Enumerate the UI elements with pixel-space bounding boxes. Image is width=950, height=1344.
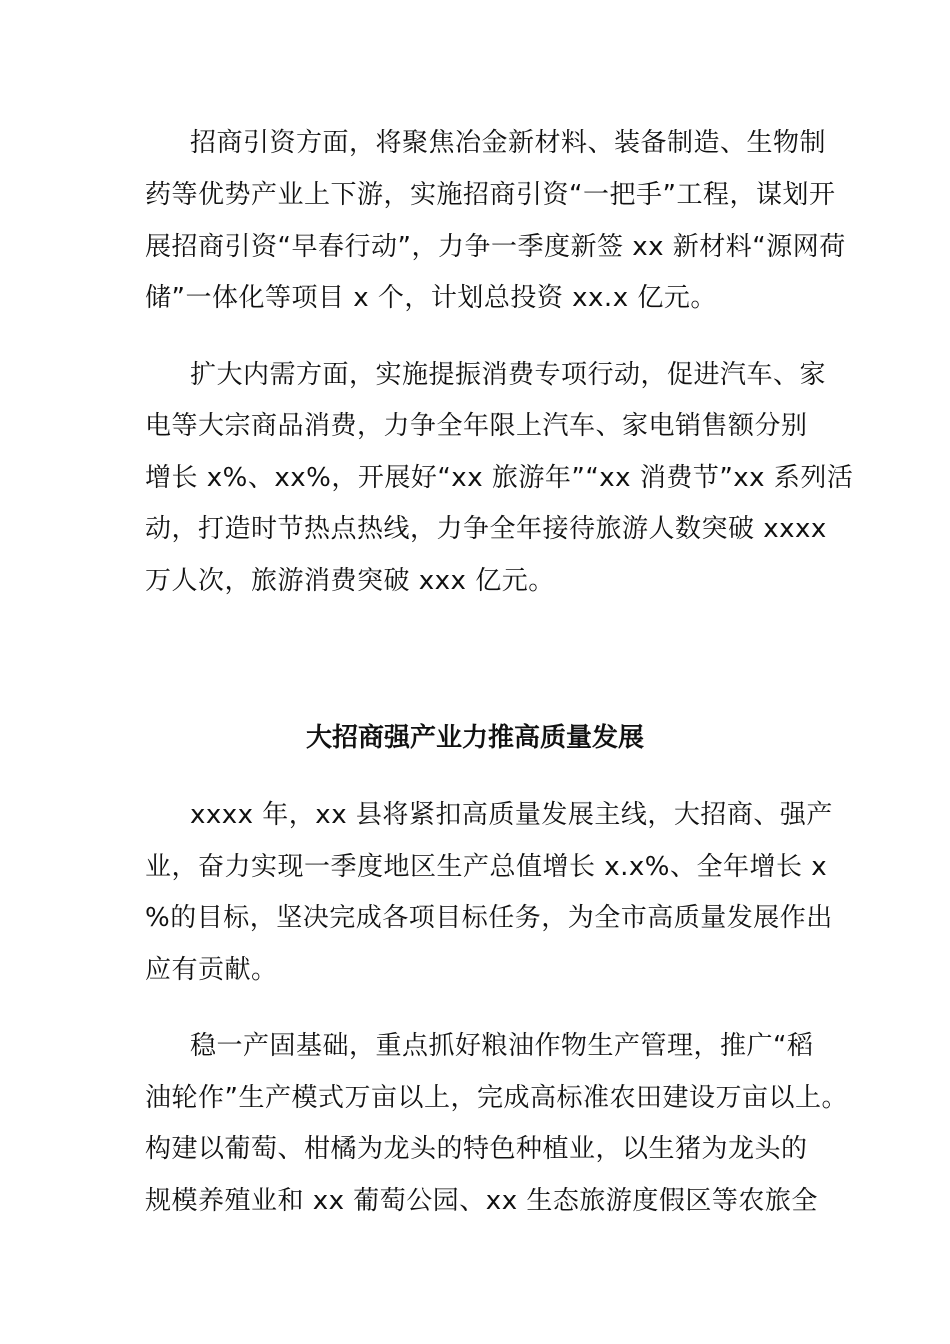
- paragraph-3-line-4: 应有贡献。: [145, 955, 278, 985]
- paragraph-3-line-1: xxxx 年，xx 县将紧扣高质量发展主线，大招商、强产: [190, 800, 833, 830]
- paragraph-3-line-2: 业，奋力实现一季度地区生产总值增长 x.x%、全年增长 x: [145, 852, 828, 882]
- paragraph-3-line-3: %的目标，坚决完成各项目标任务，为全市高质量发展作出: [145, 903, 833, 933]
- paragraph-1-line-4: 储”一体化等项目 x 个，计划总投资 xx.x 亿元。: [145, 283, 717, 313]
- paragraph-4-line-2: 油轮作”生产模式万亩以上，完成高标准农田建设万亩以上。: [145, 1083, 848, 1113]
- paragraph-1-line-3: 展招商引资“早春行动”，力争一季度新签 xx 新材料“源网荷: [145, 232, 846, 262]
- paragraph-2-line-3: 增长 x%、xx%，开展好“xx 旅游年”“xx 消费节”xx 系列活: [145, 463, 854, 493]
- paragraph-1-line-2: 药等优势产业上下游，实施招商引资“一把手”工程，谋划开: [145, 180, 836, 210]
- paragraph-2-line-5: 万人次，旅游消费突破 xxx 亿元。: [145, 566, 555, 596]
- paragraph-2-line-4: 动，打造时节热点热线，力争全年接待旅游人数突破 xxxx: [145, 514, 827, 544]
- paragraph-4-line-3: 构建以葡萄、柑橘为龙头的特色种植业，以生猪为龙头的: [145, 1134, 808, 1164]
- paragraph-1-line-1: 招商引资方面，将聚焦冶金新材料、装备制造、生物制: [190, 128, 827, 158]
- paragraph-2-line-2: 电等大宗商品消费，力争全年限上汽车、家电销售额分别: [145, 411, 808, 441]
- paragraph-4-line-4: 规模养殖业和 xx 葡萄公园、xx 生态旅游度假区等农旅全: [145, 1186, 818, 1216]
- paragraph-4-line-1: 稳一产固基础，重点抓好粮油作物生产管理，推广“稻: [190, 1031, 814, 1061]
- paragraph-2-line-1: 扩大内需方面，实施提振消费专项行动，促进汽车、家: [190, 360, 827, 390]
- section-heading: 大招商强产业力推高质量发展: [305, 723, 644, 753]
